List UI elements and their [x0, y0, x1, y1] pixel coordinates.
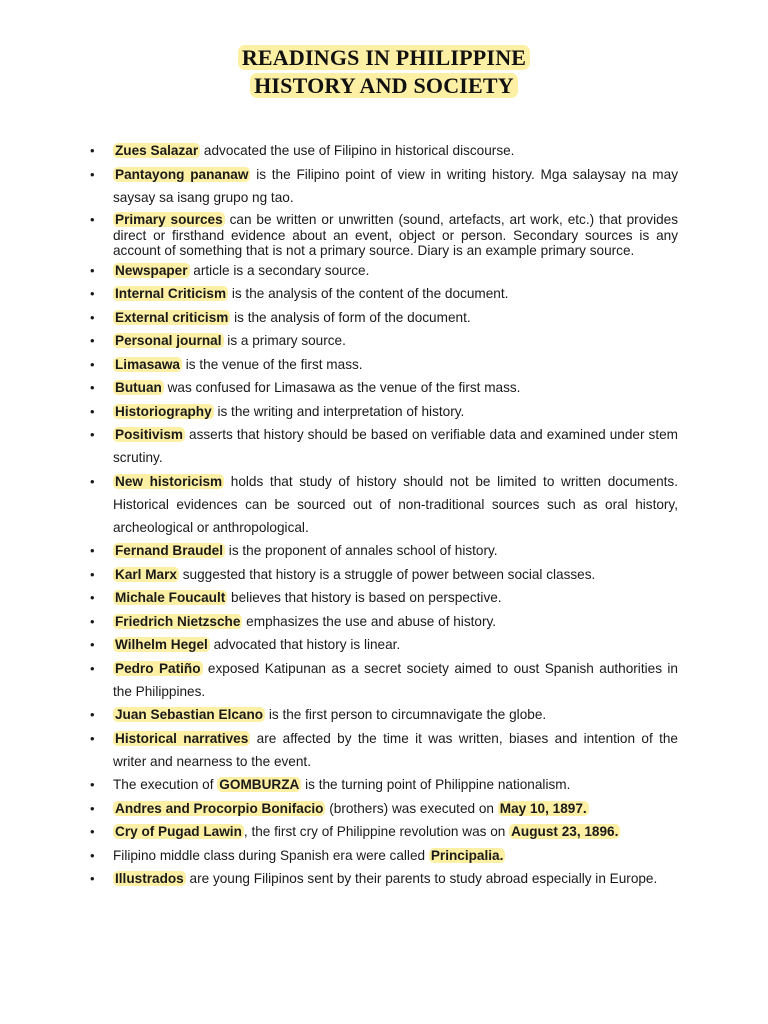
highlight: Historical narratives — [115, 730, 249, 746]
highlight: Pantayong pananaw — [115, 166, 249, 182]
list-item: • Wilhelm Hegel advocated that history is linear. — [90, 633, 678, 656]
highlight: Pedro Patiño — [115, 660, 201, 676]
list-item: • External criticism is the analysis of form of the document. — [90, 306, 678, 329]
list-item: • Newspaper article is a secondary source. — [90, 259, 678, 282]
document-title — [0, 44, 768, 100]
list-item: • Historiography is the writing and interpretation of history. — [90, 400, 678, 423]
list-item: • Illustrados are young Filipinos sent by their parents to study abroad especially in Europe. — [90, 867, 678, 890]
list-item: • Personal journal is a primary source. — [90, 329, 678, 352]
list-item: • Historical narratives are affected by the time it was written, biases and intention of the writer and nearness to the event. — [90, 727, 678, 773]
highlight: Illustrados — [115, 871, 184, 886]
highlight: August 23, 1896. — [511, 824, 619, 839]
highlight: Friedrich Nietzsche — [115, 613, 241, 629]
list-item: • Cry of Pugad Lawin , the first cry of Philippine revolution was on August 23, 1896. — [90, 820, 678, 843]
list-item: • Primary sources can be written or unwritten (sound, artefacts, art work, etc.) that provides direct or firsthand evidence about an event, object or person. Secondary sources is any account of something that is not a primary source. Diary is an example primary source. — [90, 209, 678, 259]
highlight: Cry of Pugad Lawin — [115, 824, 242, 839]
list-item: • Pedro Patiño exposed Katipunan as a secret society aimed to oust Spanish authorities in the Philippines. — [90, 657, 678, 703]
highlight: Fernand Braudel — [115, 543, 224, 558]
highlight: Limasawa — [115, 356, 180, 372]
highlight: GOMBURZA — [219, 777, 300, 792]
list-item: • Positivism asserts that history should be based on verifiable data and examined under stem scrutiny. — [90, 423, 678, 469]
highlight: Personal journal — [115, 333, 222, 348]
list-item: • Pantayong pananaw is the Filipino point of view in writing history. Mga salaysay na may saysay sa isang grupo ng tao. — [90, 163, 678, 209]
list-item: • Limasawa is the venue of the first mass. — [90, 353, 678, 376]
list-item: • Butuan was confused for Limasawa as the venue of the first mass. — [90, 376, 678, 399]
highlight: Michale Foucault — [115, 590, 226, 605]
highlight: Butuan — [115, 380, 162, 395]
list-item: • Zues Salazar advocated the use of Filipino in historical discourse. — [90, 139, 678, 162]
highlight: Newspaper — [115, 262, 188, 278]
highlight: Zues Salazar — [115, 143, 199, 158]
highlight: Historiography — [115, 403, 212, 419]
title-line-1: READINGS IN PHILIPPINE — [238, 45, 530, 70]
list-item: • Juan Sebastian Elcano is the first person to circumnavigate the globe. — [90, 703, 678, 726]
list-item: • Karl Marx suggested that history is a struggle of power between social classes. — [90, 563, 678, 586]
highlight: Wilhelm Hegel — [115, 637, 208, 652]
list-item: • The execution of GOMBURZA is the turning point of Philippine nationalism. — [90, 773, 678, 796]
list-item: • New historicism holds that study of history should not be limited to written documents. Historical evidences can be sourced out of non-traditional sources such as oral history, archeological or anthropological. — [90, 470, 678, 539]
highlight: Andres and Procorpio Bonifacio — [115, 800, 324, 816]
list-item: • Andres and Procorpio Bonifacio (brothers) was executed on May 10, 1897. — [90, 797, 678, 820]
list-item: • Michale Foucault believes that history is based on perspective. — [90, 586, 678, 609]
list-item: • Fernand Braudel is the proponent of annales school of history. — [90, 539, 678, 562]
highlight: Positivism — [115, 427, 183, 442]
highlight: Juan Sebastian Elcano — [115, 707, 264, 722]
notes-list — [90, 139, 678, 891]
highlight: Karl Marx — [115, 566, 177, 582]
highlight: External criticism — [115, 309, 229, 325]
list-item: • Filipino middle class during Spanish era were called Principalia. — [90, 844, 678, 867]
highlight: Principalia. — [430, 847, 504, 863]
title-line-2: HISTORY AND SOCIETY — [250, 73, 518, 98]
list-item: • Friedrich Nietzsche emphasizes the use and abuse of history. — [90, 610, 678, 633]
highlight: Internal Criticism — [115, 286, 227, 301]
highlight: Primary sources — [115, 212, 223, 227]
highlight: New historicism — [115, 473, 223, 489]
list-item: • Internal Criticism is the analysis of the content of the document. — [90, 282, 678, 305]
highlight: May 10, 1897. — [499, 800, 587, 816]
